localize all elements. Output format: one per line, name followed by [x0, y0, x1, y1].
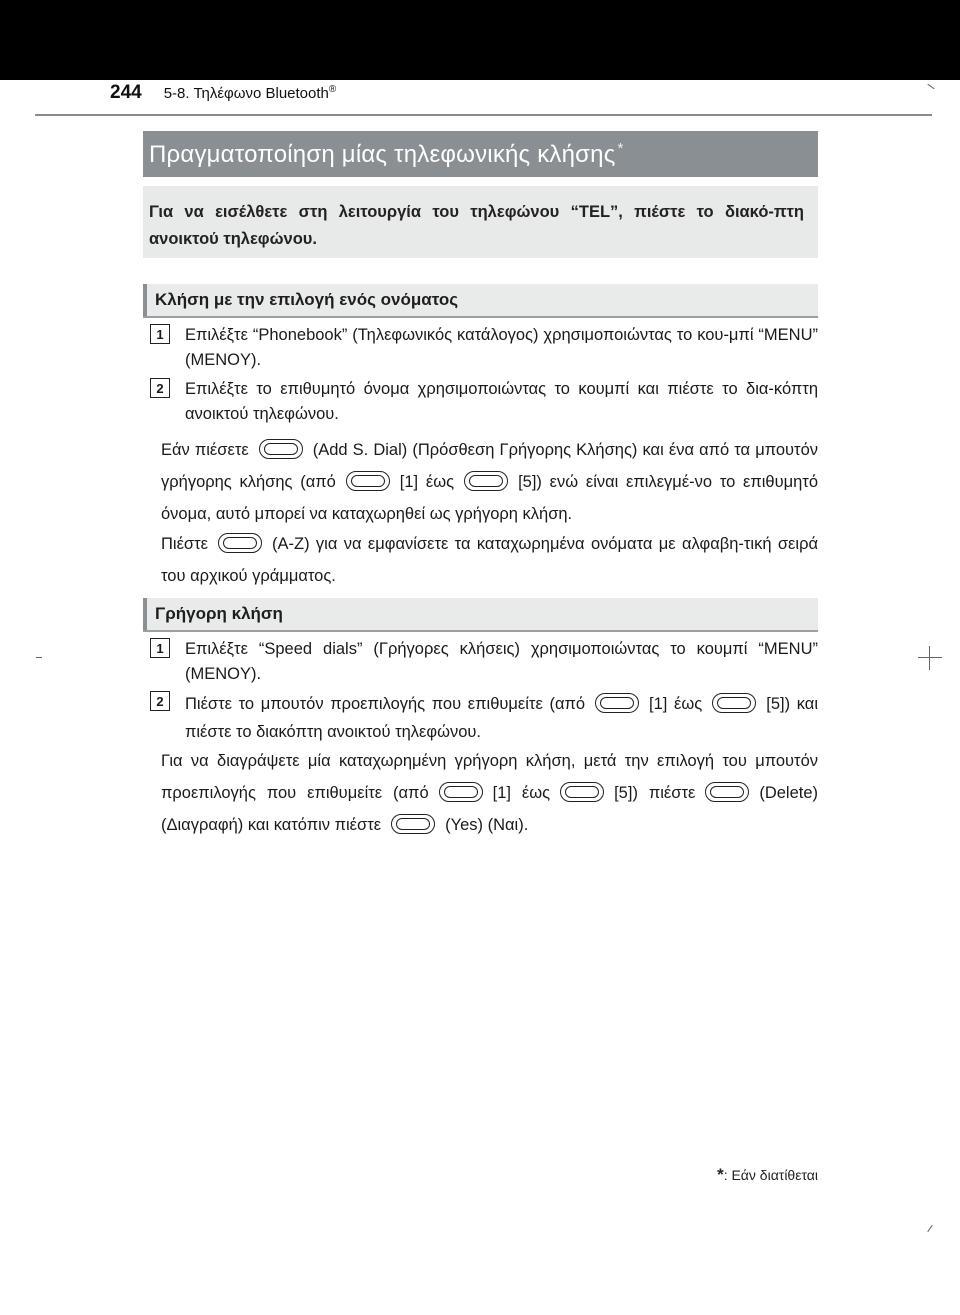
delete-speed-dial-paragraph — [161, 745, 818, 841]
page-title — [143, 140, 624, 169]
chapter-title-text: 5-8. Τηλέφωνο Bluetooth — [163, 85, 329, 102]
registered-mark: ® — [328, 84, 337, 95]
section-accent — [143, 598, 147, 630]
text-run: (A-Z) για να εμφανίσετε τα καταχωρημένα ονόματα με αλφαβη-τική σειρά του αρχικού γράμματος. — [161, 535, 818, 585]
crop-mark — [929, 646, 930, 670]
header-rule — [35, 114, 932, 116]
add-speed-dial-paragraph — [161, 434, 818, 530]
step-number-badge: 2 — [150, 378, 170, 398]
step-number-badge: 1 — [150, 324, 170, 344]
section-heading-call-by-name — [143, 284, 818, 318]
asterisk-icon: * — [717, 1165, 724, 1184]
preset-button-icon — [712, 693, 756, 713]
text-run: [1] έως — [399, 473, 455, 491]
page-title-text: Πραγματοποίηση μίας τηλεφωνικής κλήσης — [149, 140, 616, 168]
text-run: [1] έως — [492, 784, 551, 802]
crop-mark — [927, 84, 934, 89]
footnote-text: : Εάν διατίθεται — [723, 1167, 818, 1183]
section-accent — [143, 284, 147, 316]
text-run: (Delete) (Διαγραφή) και κατόπιν πιέστε — [161, 784, 819, 834]
text-run: Εάν πιέσετε — [161, 441, 249, 459]
add-s-dial-button-icon — [259, 439, 303, 459]
preset-button-icon — [560, 782, 604, 802]
availability-asterisk: * — [617, 139, 624, 157]
a-z-paragraph — [161, 528, 818, 592]
text-run: [5]) ενώ είναι επιλεγμέ-νο το επιθυμητό όνομα, αυτό μπορεί να καταχωρηθεί ως γρήγορη κλήση. — [161, 473, 818, 523]
preset-button-icon — [439, 782, 483, 802]
text-run: Για να διαγράψετε μία καταχωρημένη γρήγορη κλήση, μετά την επιλογή του μπουτόν προεπιλογής που επιθυμείτε (από — [161, 752, 818, 802]
preset-button-icon — [464, 471, 508, 491]
intro-box — [143, 186, 818, 258]
text-run: (Yes) (Ναι). — [445, 816, 529, 834]
section-heading-label: Γρήγορη κλήση — [155, 604, 283, 623]
text-run: [5]) και πιέστε το διακόπτη ανοικτού τηλεφώνου. — [185, 695, 818, 741]
text-run: [5]) πιέστε — [614, 784, 696, 802]
step-2-select-name — [150, 377, 818, 427]
section-heading-speed-dial — [143, 598, 818, 632]
chapter-title — [164, 84, 337, 102]
text-run: [1] έως — [649, 695, 703, 713]
availability-footnote — [717, 1165, 818, 1185]
crop-mark — [918, 657, 942, 658]
intro-text: Για να εισέλθετε στη λειτουργία του τηλεφώνου “TEL”, πιέστε το διακό-πτη ανοικτού τηλεφώνου. — [149, 203, 804, 248]
text-run: Πιέστε — [161, 535, 208, 553]
text-run: Πιέστε το μπουτόν προεπιλογής που επιθυμείτε (από — [185, 695, 586, 713]
step-number-badge: 2 — [150, 691, 170, 711]
delete-button-icon — [705, 782, 749, 802]
preset-button-icon — [346, 471, 390, 491]
page-title-bar — [143, 131, 818, 177]
crop-mark — [36, 657, 42, 658]
text-run: (Add S. Dial) (Πρόσθεση Γρήγορης Κλήσης) και ένα από τα μπουτόν γρήγορης κλήσης (από — [161, 441, 818, 491]
step-1-select-phonebook — [150, 323, 818, 373]
step-text: Επιλέξτε “Speed dials” (Γρήγορες κλήσεις) χρησιμοποιώντας το κουμπί “MENU” (MENOY). — [185, 640, 818, 683]
section-heading-label: Κλήση με την επιλογή ενός ονόματος — [155, 290, 459, 309]
crop-mark — [927, 1225, 932, 1232]
step-text: Επιλέξτε “Phonebook” (Τηλεφωνικός κατάλογος) χρησιμοποιώντας το κου-μπί “MENU” (MENOY). — [185, 326, 818, 369]
step-text — [185, 690, 818, 746]
yes-button-icon — [391, 814, 435, 834]
page-number: 244 — [110, 82, 142, 103]
step-text: Επιλέξτε το επιθυμητό όνομα χρησιμοποιώντας το κουμπί και πιέστε το δια-κόπτη ανοικτού τηλεφώνου. — [185, 380, 818, 423]
preset-button-icon — [595, 693, 639, 713]
page-header — [110, 82, 336, 110]
step-2-press-preset — [150, 690, 818, 746]
step-number-badge: 1 — [150, 638, 170, 658]
a-z-button-icon — [218, 533, 262, 553]
top-black-band — [0, 0, 960, 80]
step-1-select-speed-dials — [150, 637, 818, 687]
